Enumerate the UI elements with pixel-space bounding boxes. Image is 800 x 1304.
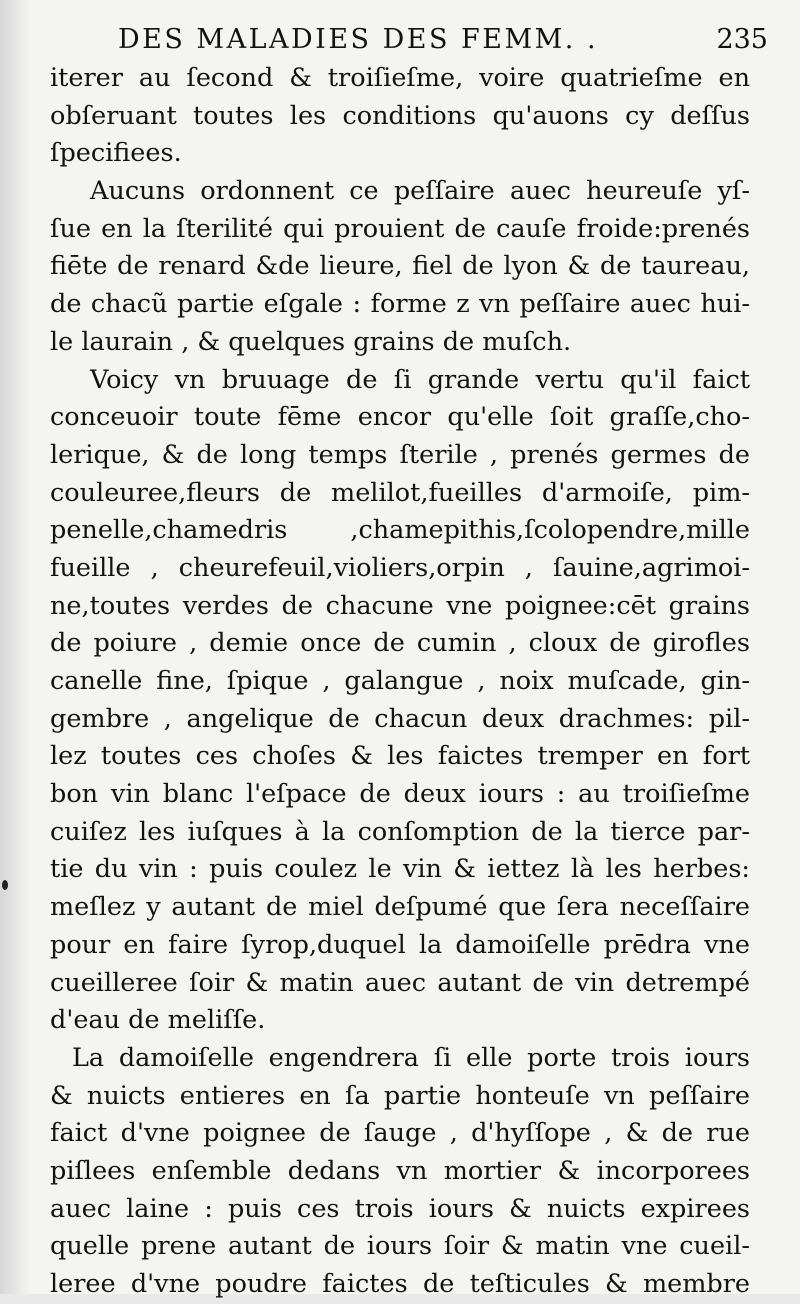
running-title: DES MALADIES DES FEMM. . xyxy=(118,24,599,55)
text-line: ſpecifiees. xyxy=(50,138,182,169)
text-line: le laurain , & quelques grains de muſch. xyxy=(50,326,572,357)
gutter-shadow xyxy=(0,0,30,1294)
text-line: iterer au ſecond & troiſieſme, voire quatrieſme en xyxy=(50,63,750,93)
text-line: couleuree,fleurs de melilot,fueilles d'armoiſe, pim- xyxy=(50,477,750,508)
page-number: 235 xyxy=(716,24,768,55)
text-line: lerique, & de long temps ſterile , prenés germes de xyxy=(50,439,750,470)
text-line: fueille , cheurefeuil,violiers,orpin , ſauine,agrimoi- xyxy=(50,552,750,583)
text-line: gembre , angelique de chacun deux drachmes: pil- xyxy=(50,703,750,734)
text-line: faict d'vne poignee de ſauge , d'hyſſope , & de rue xyxy=(50,1118,750,1149)
text-line: fiēte de renard &de lieure, fiel de lyon & de taureau, xyxy=(50,251,750,282)
text-line: auec laine : puis ces trois iours & nuicts expirees xyxy=(50,1193,750,1224)
text-line: conceuoir toute fēme encor qu'elle ſoit graſſe,cho- xyxy=(50,402,750,433)
text-line: Voicy vn bruuage de ſi grande vertu qu'il faict xyxy=(90,364,750,395)
text-line: Aucuns ordonnent ce peſſaire auec heureuſe yſ- xyxy=(90,176,750,207)
text-line: La damoiſelle engendrera ſi elle porte trois iours xyxy=(72,1042,750,1073)
text-line: d'eau de meliſſe. xyxy=(50,1005,266,1036)
text-line: leree d'vne poudre faictes de teſticules & membre xyxy=(50,1269,750,1299)
text-line: ſue en la ſterilité qui prouient de cauſe froide:prenés xyxy=(50,213,750,244)
ink-speck xyxy=(2,880,8,890)
text-line: penelle,chamedris ,chamepithis,ſcolopendre,mille xyxy=(50,515,750,546)
text-line: quelle prene autant de iours ſoir & matin vne cueil- xyxy=(50,1231,750,1262)
text-line: cuiſez les iuſques à la conſomption de la tierce par- xyxy=(50,816,750,847)
text-line: pour en faire ſyrop,duquel la damoiſelle prēdra vne xyxy=(50,929,750,960)
text-line: piſlees enſemble dedans vn mortier & incorporees xyxy=(50,1155,750,1186)
text-line: cueilleree ſoir & matin auec autant de vin detrempé xyxy=(50,967,750,998)
text-line: & nuicts entieres en ſa partie honteuſe vn peſſaire xyxy=(50,1080,750,1111)
text-line: de chacũ partie eſgale : forme z vn peſſaire auec hui- xyxy=(50,289,750,320)
text-line: tie du vin : puis coulez le vin & iettez là les herbes: xyxy=(50,854,750,885)
text-line: obſeruant toutes les conditions qu'auons cy deſſus xyxy=(50,100,750,131)
text-line: meſlez y autant de miel deſpumé que ſera neceſſaire xyxy=(50,892,750,923)
text-line: lez toutes ces choſes & les faictes tremper en fort xyxy=(50,741,750,772)
running-head xyxy=(118,24,768,60)
text-line: ne,toutes verdes de chacune vne poignee:cēt grains xyxy=(50,590,750,621)
text-line: bon vin blanc l'eſpace de deux iours : au troiſieſme xyxy=(50,779,750,810)
text-line: canelle fine, ſpique , galangue , noix muſcade, gin- xyxy=(50,666,750,696)
text-block xyxy=(50,60,750,1304)
text-line: de poiure , demie once de cumin , cloux de girofles xyxy=(50,628,750,659)
